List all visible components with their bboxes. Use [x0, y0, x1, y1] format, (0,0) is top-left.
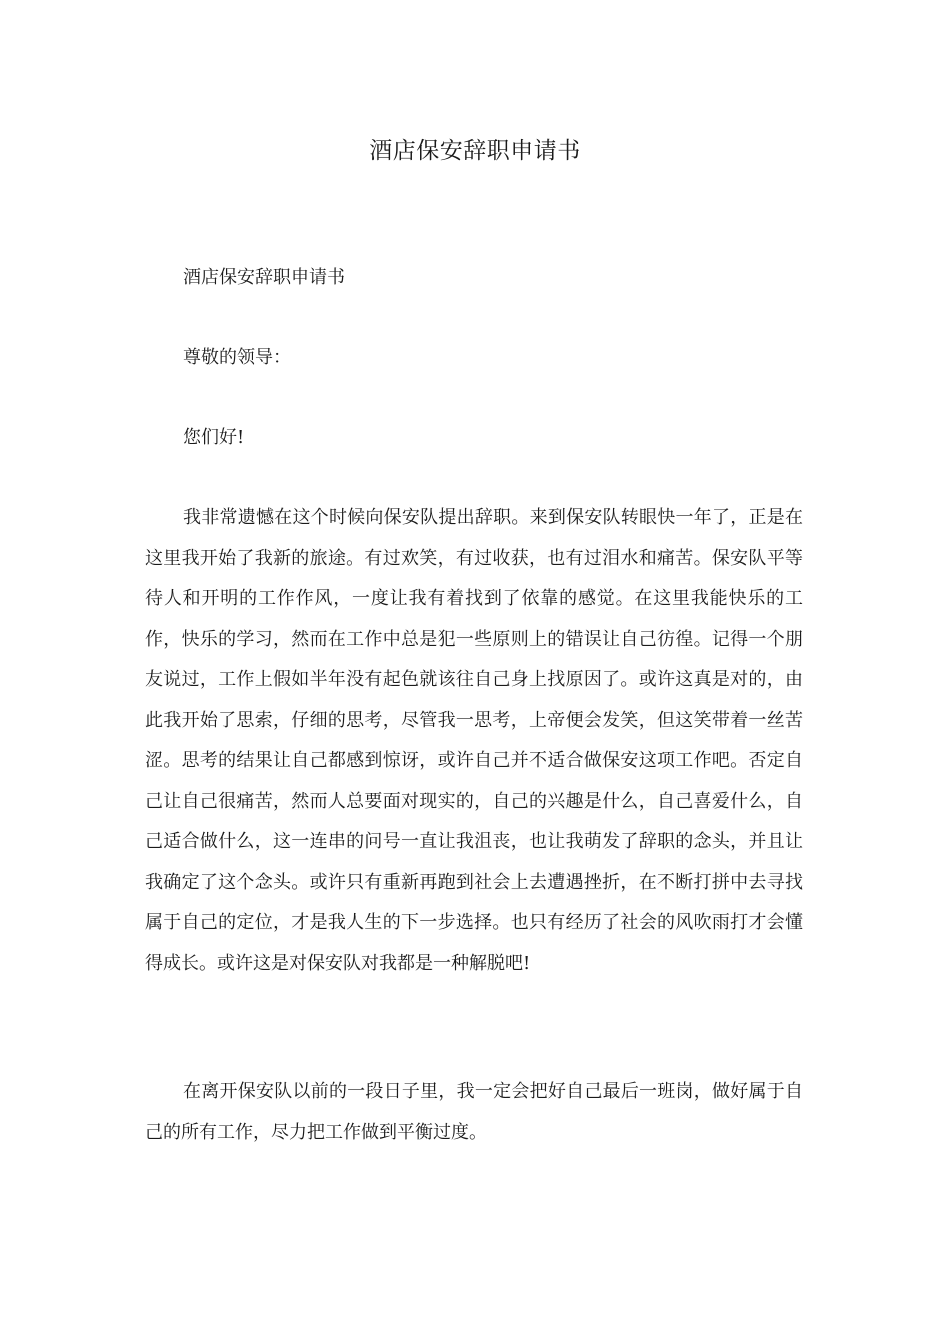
- document-subtitle: 酒店保安辞职申请书: [183, 267, 345, 288]
- salutation: 尊敬的领导：: [183, 347, 291, 368]
- body-paragraph-2: 在离开保安队以前的一段日子里，我一定会把好自己最后一班岗，做好属于自己的所有工作，尽力把工作做到平衡过度。: [145, 1081, 803, 1143]
- greeting: 您们好!: [183, 427, 245, 448]
- body-paragraph-1: 我非常遗憾在这个时候向保安队提出辞职。来到保安队转眼快一年了，正是在这里我开始了我新的旅途。有过欢笑，有过收获，也有过泪水和痛苦。保安队平等待人和开明的工作作风，一度让我有着找到了依靠的感觉。在这里我能快乐的工作，快乐的学习，然而在工作中总是犯一些原则上的错误让自己彷徨。记得一个朋友说过，工作上假如半年没有起色就该往自己身上找原因了。或许这真是对的，由此我开始了思索，仔细的思考，尽管我一思考，上帝便会发笑，但这笑带着一丝苦涩。思考的结果让自己都感到惊讶，或许自己并不适合做保安这项工作吧。否定自己让自己很痛苦，然而人总要面对现实的，自己的兴趣是什么，自己喜爱什么，自己适合做什么，这一连串的问号一直让我沮丧，也让我萌发了辞职的念头，并且让我确定了这个念头。或许只有重新再跑到社会上去遭遇挫折，在不断打拼中去寻找属于自己的定位，才是我人生的下一步选择。也只有经历了社会的风吹雨打才会懂得成长。或许这是对保安队对我都是一种解脱吧!: [145, 507, 803, 974]
- document-title: 酒店保安辞职申请书: [369, 138, 581, 164]
